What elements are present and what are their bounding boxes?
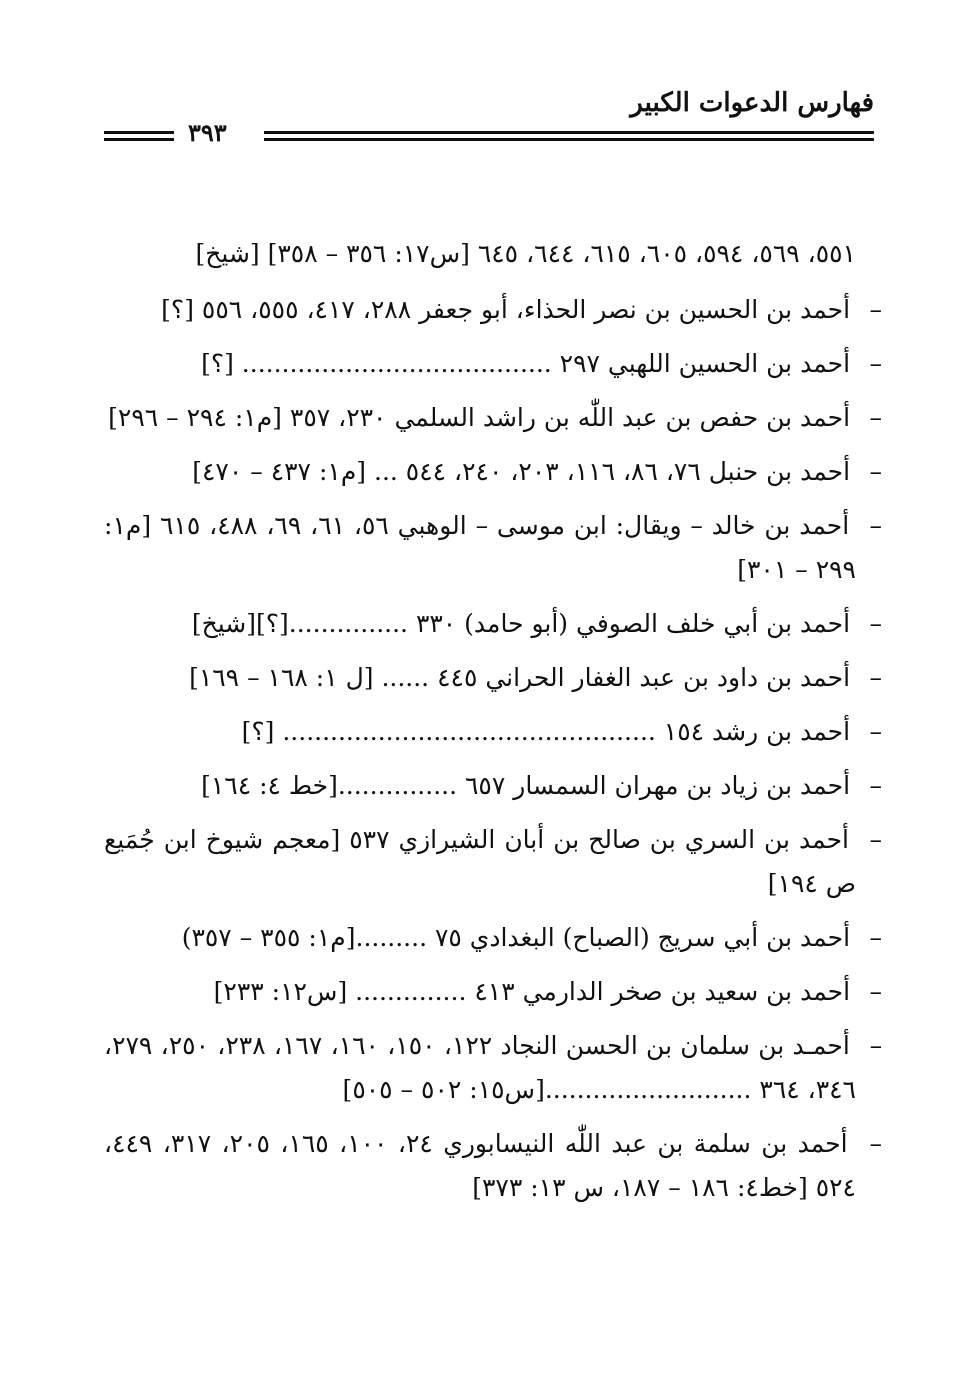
index-entry bbox=[104, 970, 882, 1014]
index-entry bbox=[104, 818, 883, 906]
entry-text: أحمد بن أبي سريج (الصباح) البغدادي ٧٥ .........[م١: ٣٥٥ – ٣٥٧) bbox=[181, 923, 851, 952]
entry-dash: – bbox=[869, 717, 882, 746]
entry-dash: – bbox=[869, 457, 882, 486]
running-title: فهارس الدعوات الكبير bbox=[630, 88, 874, 118]
entry-text: أحمد بن أبي خلف الصوفي (أبو حامد) ٣٣٠ ...............[؟][شيخ] bbox=[191, 609, 851, 638]
entry-text: أحمد بن حنبل ٧٦، ٨٦، ١١٦، ٢٠٣، ٢٤٠، ٥٤٤ ... [م١: ٤٣٧ – ٤٧٠] bbox=[192, 457, 851, 486]
entry-dash: – bbox=[869, 1031, 883, 1060]
entry-text: أحمد بن حفص بن عبد اللّٰه بن راشد السلمي ٢٣٠، ٣٥٧ [م١: ٢٩٤ – ٢٩٦] bbox=[108, 403, 851, 432]
entry-text: أحمد بن السري بن صالح بن أبان الشيرازي ٥٣٧ [معجم شيوخ ابن جُمَيع ص ١٩٤] bbox=[104, 825, 856, 898]
entry-text: أحمد بن داود بن عبد الغفار الحراني ٤٤٥ ...... [ل ١: ١٦٨ – ١٦٩] bbox=[189, 663, 851, 692]
index-entry bbox=[104, 342, 882, 386]
index-entry bbox=[104, 602, 882, 646]
index-entry bbox=[104, 710, 882, 754]
entry-dash: – bbox=[869, 1129, 883, 1158]
index-entry bbox=[104, 232, 856, 276]
page-header bbox=[104, 88, 874, 148]
entry-text: أحمد بن زياد بن مهران السمسار ٦٥٧ ...............[خط ٤: ١٦٤] bbox=[201, 771, 851, 800]
index-entry bbox=[104, 288, 882, 332]
entry-dash: – bbox=[869, 349, 882, 378]
index-entry bbox=[104, 1024, 883, 1112]
index-entry bbox=[104, 1122, 883, 1210]
entry-text: أحمد بن خالد – ويقال: ابن موسى – الوهبي ٥٦، ٦١، ٦٩، ٤٨٨، ٦١٥ [م١: ٢٩٩ – ٣٠١] bbox=[104, 511, 856, 584]
entry-text: أحمد بن سعيد بن صخر الدارمي ٤١٣ .............. [س١٢: ٢٣٣] bbox=[213, 977, 851, 1006]
entry-text: أحمـد بن سلمان بن الحسن النجاد ١٢٢، ١٥٠، ١٦٠، ١٦٧، ٢٣٨، ٢٥٠، ٢٧٩، ٣٤٦، ٣٦٤ ..........................[س١٥: ٥٠٢ – ٥٠٥] bbox=[104, 1031, 856, 1104]
entry-dash: – bbox=[869, 609, 882, 638]
entry-text: أحمد بن رشد ١٥٤ ............................................... [؟] bbox=[241, 717, 851, 746]
entry-dash: – bbox=[869, 923, 882, 952]
index-entry bbox=[104, 396, 882, 440]
index-entries bbox=[104, 232, 883, 1220]
entry-dash: – bbox=[869, 771, 882, 800]
header-rule-left bbox=[104, 131, 174, 134]
entry-dash: – bbox=[869, 663, 882, 692]
entry-text: أحمد بن سلمة بن عبد اللّٰه النيسابوري ٢٤، ١٠٠، ١٦٥، ٢٠٥، ٣١٧، ٤٤٩، ٥٢٤ [خط٤: ١٨٦ – ١٨٧، س ١٣: ٣٧٣] bbox=[104, 1129, 856, 1202]
header-rule-right bbox=[264, 131, 874, 134]
entry-dash: – bbox=[869, 977, 882, 1006]
entry-text: أحمد بن الحسين بن نصر الحذاء، أبو جعفر ٢٨٨، ٤١٧، ٥٥٥، ٥٥٦ [؟] bbox=[161, 295, 851, 324]
entry-dash: – bbox=[869, 295, 882, 324]
entry-dash: – bbox=[869, 403, 882, 432]
page-number: ٣٩٣ bbox=[182, 118, 233, 147]
index-entry bbox=[104, 656, 882, 700]
entry-dash: – bbox=[869, 825, 883, 854]
entry-text: ٥٥١، ٥٦٩، ٥٩٤، ٦٠٥، ٦١٥، ٦٤٤، ٦٤٥ [س١٧: ٣٥٦ – ٣٥٨] [شيخ] bbox=[195, 239, 856, 268]
index-entry bbox=[104, 504, 883, 592]
entry-text: أحمد بن الحسين اللهبي ٢٩٧ ....................................... [؟] bbox=[201, 349, 851, 378]
entry-dash: – bbox=[869, 511, 883, 540]
index-entry bbox=[104, 764, 882, 808]
index-entry bbox=[104, 916, 882, 960]
index-entry bbox=[104, 450, 882, 494]
